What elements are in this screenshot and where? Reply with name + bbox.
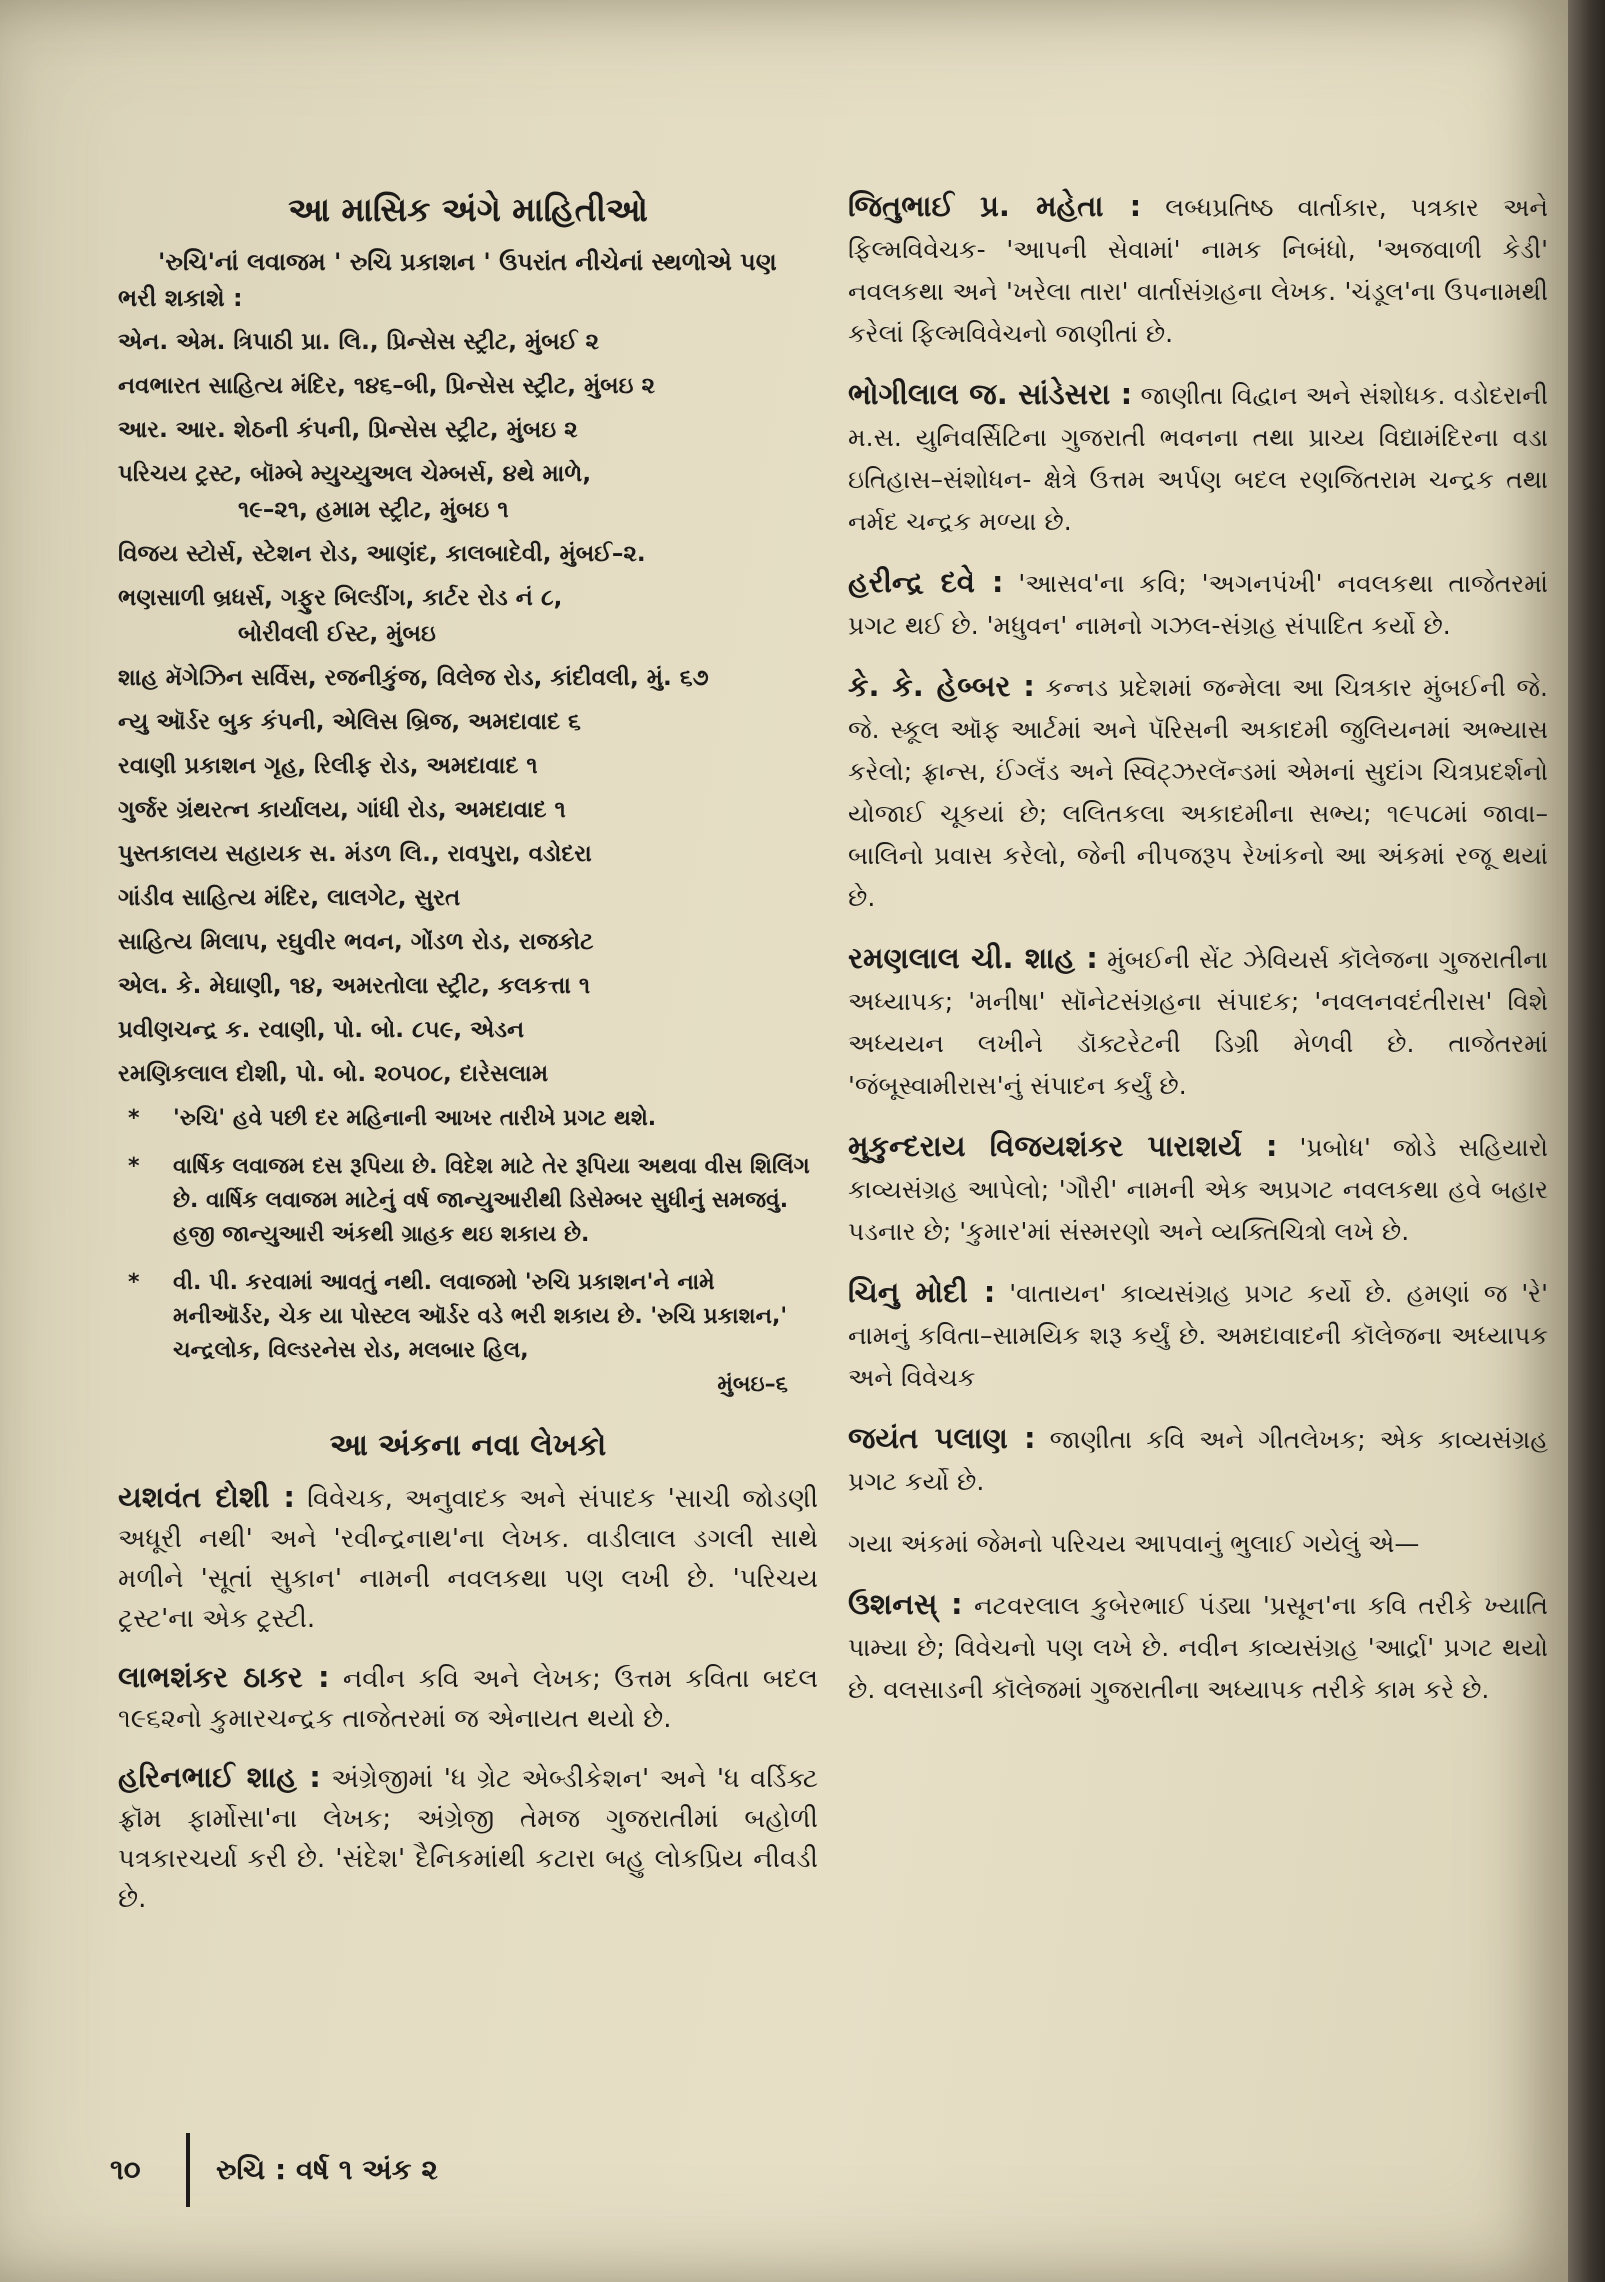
writer-bio: યશવંત દોશી : વિવેચક, અનુવાદક અને સંપાદક 'સાચી જોડણી અધૂરી નથી' અને 'રવીન્દ્રનાથ'ના લેખક. વાડીલાલ ડગલી સાથે મળીને 'સૂતાં સુકાન' નામની નવલકથા પણ લખી છે. 'પરિચય ટ્રસ્ટ'ના એક ટ્રસ્ટી. bbox=[118, 1480, 819, 1634]
writer-name: જયંત પલાણ : bbox=[848, 1421, 1036, 1455]
writer-bio: લાભશંકર ઠાકર : નવીન કવિ અને લેખક; ઉત્તમ કવિતા બદલ ૧૯૬૨નો કુમારચન્દ્રક તાજેતરમાં જ એનાયત થયો છે. bbox=[118, 1660, 818, 1734]
agent-item: ભણસાળી બ્રધર્સ, ગફુર બિલ્ડીંગ, કાર્ટર રોડ નં ૮, બોરીવલી ઈસ્ટ, મુંબઇ bbox=[118, 585, 563, 647]
agent-item: નવભારત સાહિત્ય મંદિર, ૧૪૬–બી, પ્રિન્સેસ સ્ટ્રીટ, મુંબઇ ૨ bbox=[118, 373, 655, 399]
agent-item: સાહિત્ય મિલાપ, રઘુવીર ભવન, ગોંડળ રોડ, રાજકોટ bbox=[118, 929, 594, 955]
footer-divider bbox=[186, 2133, 190, 2207]
writer-name: મુકુન્દરાય વિજયશંકર પારાશર્ય : bbox=[848, 1129, 1278, 1163]
writer-name: ચિનુ મોદી : bbox=[848, 1275, 996, 1309]
right-column bbox=[848, 185, 1548, 1729]
note-item: * વાર્ષિક લવાજમ દસ રૂપિયા છે. વિદેશ માટે તેર રૂપિયા અથવા વીસ શિલિંગ છે. વાર્ષિક લવાજમ માટેનું વર્ષ જાન્યુઆરીથી ડિસેમ્બર સુધીનું સમજવું. હજી જાન્યુઆરી અંકથી ગ્રાહક થઇ શકાય છે. bbox=[118, 1150, 818, 1252]
writer-bio: જયંત પલાણ : જાણીતા કવિ અને ગીતલેખક; એક કાવ્યસંગ્રહ પ્રગટ કર્યો છે. bbox=[848, 1421, 1548, 1496]
writer-bio: જિતુભાઈ પ્ર. મહેતા : લબ્ધપ્રતિષ્ઠ વાર્તાકાર, પત્રકાર અને ફિલ્મવિવેચક- 'આપની સેવામાં' નામક નિબંધો, 'અજવાળી કેડી' નવલકથા અને 'ખરેલા તારા' વાર્તાસંગ્રહના લેખક. 'ચંડૂલ'ના ઉપનામથી કરેલાં ફિલ્મવિવેચનો જાણીતાં છે. bbox=[848, 189, 1549, 348]
writer-bio: ભોગીલાલ જ. સાંડેસરા : જાણીતા વિદ્વાન અને સંશોધક. વડોદરાની મ.સ. યુનિવર્સિટિના ગુજરાતી ભવનના તથા પ્રાચ્ય વિદ્યામંદિરના વડા ઇતિહાસ–સંશોધન- ક્ષેત્રે ઉત્તમ અર્પણ બદલ રણજિતરામ ચન્દ્રક તથા નર્મદ ચન્દ્રક મળ્યા છે. bbox=[848, 377, 1548, 536]
info-heading: આ માસિક અંગે માહિતીઓ bbox=[288, 190, 648, 229]
agent-item: એલ. કે. મેઘાણી, ૧૪, અમરતોલા સ્ટ્રીટ, કલકત્તા ૧ bbox=[118, 973, 591, 999]
page-edge-shadow bbox=[1568, 0, 1605, 2282]
note-item: * 'રુચિ' હવે પછી દર મહિનાની આખર તારીખે પ્રગટ થશે. bbox=[118, 1102, 818, 1136]
left-column bbox=[118, 190, 818, 1937]
agent-item: પ્રવીણચન્દ્ર ક. રવાણી, પો. બો. ૮૫૯, એડન bbox=[118, 1017, 525, 1043]
writer-bio: ઉશનસ્ : નટવરલાલ કુબેરભાઈ પંડ્યા 'પ્રસૂન'ના કવિ તરીકે ખ્યાતિ પામ્યા છે; વિવેચનો પણ લખે છે. નવીન કાવ્યસંગ્રહ 'આર્દ્રા' પ્રગટ થયો છે. વલસાડની કૉલેજમાં ગુજરાતીના અધ્યાપક તરીકે કામ કરે છે. bbox=[848, 1587, 1548, 1704]
notes-list bbox=[118, 1102, 818, 1402]
asterisk-icon: * bbox=[128, 1270, 140, 1295]
writer-name: ઉશનસ્ : bbox=[848, 1587, 963, 1621]
writer-bio: ચિનુ મોદી : 'વાતાયન' કાવ્યસંગ્રહ પ્રગટ કર્યો છે. હમણાં જ 'રે' નામનું કવિતા–સામયિક શરૂ કર્યું છે. અમદાવાદની કૉલેજના અધ્યાપક અને વિવેચક bbox=[848, 1275, 1548, 1392]
agent-item: ગુર્જર ગ્રંથરત્ન કાર્યાલય, ગાંધી રોડ, અમદાવાદ ૧ bbox=[118, 797, 566, 823]
writer-bio: મુકુન્દરાય વિજયશંકર પારાશર્ય : 'પ્રબોધ' જોડે સહિયારો કાવ્યસંગ્રહ આપેલો; 'ગૌરી' નામની એક અપ્રગટ નવલકથા હવે બહાર પડનાર છે; 'કુમાર'માં સંસ્મરણો અને વ્યક્તિચિત્રો લખે છે. bbox=[848, 1129, 1548, 1246]
agent-item: વિજય સ્ટોર્સ, સ્ટેશન રોડ, આણંદ, કાલબાદેવી, મુંબઈ–૨. bbox=[118, 541, 646, 567]
agent-item: ગાંડીવ સાહિત્ય મંદિર, લાલગેટ, સુરત bbox=[118, 885, 461, 911]
omission-note: ગયા અંકમાં જેમનો પરિચય આપવાનું ભુલાઈ ગયેલું એ— bbox=[848, 1529, 1420, 1558]
writers-heading: આ અંકના નવા લેખકો bbox=[329, 1428, 607, 1463]
asterisk-icon: * bbox=[128, 1106, 140, 1131]
writer-name: યશવંત દોશી : bbox=[118, 1480, 296, 1514]
writer-bio: કે. કે. હેબ્બર : કન્નડ પ્રદેશમાં જન્મેલા આ ચિત્રકાર મુંબઈની જે. જે. સ્કૂલ ઑફ આર્ટમાં અને પૅરિસની અકાદમી જુલિયનમાં અભ્યાસ કરેલો; ફ્રાન્સ, ઈંગ્લૅંડ અને સ્વિટ્ઝરલૅન્ડમાં એમનાં સુદાંગ ચિત્રપ્રદર્શનો યોજાઈ ચૂકયાં છે; લલિતકલા અકાદમીના સભ્ય; ૧૯૫૮માં જાવા–બાલિનો પ્રવાસ કરેલો, જેની નીપજરૂપ રેખાંકનો આ અંકમાં રજૂ થયાં છે. bbox=[848, 669, 1548, 912]
agent-list bbox=[118, 324, 818, 1092]
writer-bio: રમણલાલ ચી. શાહ : મુંબઈની સેંટ ઝેવિયર્સ કૉલેજના ગુજરાતીના અધ્યાપક; 'મનીષા' સૉનેટસંગ્રહના સંપાદક; 'નવલનવદંતીરાસ' વિશે અધ્યયન લખીને ડૉક્ટરેટની ડિગ્રી મેળવી છે. તાજેતરમાં 'જંબૂસ્વામીરાસ'નું સંપાદન કર્યું છે. bbox=[848, 941, 1548, 1100]
agent-item: આર. આર. શેઠની કંપની, પ્રિન્સેસ સ્ટ્રીટ, મુંબઇ ૨ bbox=[118, 417, 578, 443]
writer-name: હરિનભાઈ શાહ : bbox=[118, 1760, 321, 1794]
asterisk-icon: * bbox=[128, 1154, 140, 1179]
writer-name: રમણલાલ ચી. શાહ : bbox=[848, 941, 1098, 975]
info-intro: 'રુચિ'નાં લવાજમ ' રુચિ પ્રકાશન ' ઉપરાંત નીચેનાં સ્થળોએ પણ ભરી શકાશે : bbox=[118, 248, 777, 312]
writer-name: લાભશંકર ઠાકર : bbox=[118, 1660, 330, 1694]
writer-bio: હરીન્દ્ર દવે : 'આસવ'ના કવિ; 'અગનપંખી' નવલકથા તાજેતરમાં પ્રગટ થઈ છે. 'મધુવન' નામનો ગઝલ-સંગ્રહ સંપાદિત કર્યો છે. bbox=[848, 565, 1548, 640]
note-item: * વી. પી. કરવામાં આવતું નથી. લવાજમો 'રુચિ પ્રકાશન'ને નામે મનીઑર્ડર, ચેક યા પોસ્ટલ ઑર્ડર વડે ભરી શકાય છે. 'રુચિ પ્રકાશન,' ચન્દ્રલોક, વિલ્ડરનેસ રોડ, મલબાર હિલ, મુંબઇ–૬ bbox=[118, 1266, 818, 1402]
issue-label: રુચિ : વર્ષ ૧ અંક ૨ bbox=[216, 2153, 438, 2186]
agent-item: પુસ્તકાલય સહાયક સ. મંડળ લિ., રાવપુરા, વડોદરા bbox=[118, 841, 592, 867]
agent-item: પરિચય ટ્રસ્ટ, બૉમ્બે મ્યુચ્યુઅલ ચેમ્બર્સ, ૪થે માળે, ૧૯–૨૧, હમામ સ્ટ્રીટ, મુંબઇ ૧ bbox=[118, 461, 592, 523]
writer-name: જિતુભાઈ પ્ર. મહેતા : bbox=[848, 189, 1142, 223]
writer-name: હરીન્દ્ર દવે : bbox=[848, 565, 1004, 599]
agent-item: ન્યુ ઑર્ડર બુક કંપની, એલિસ બ્રિજ, અમદાવાદ ૬ bbox=[118, 709, 581, 735]
writer-name: કે. કે. હેબ્બર : bbox=[848, 669, 1035, 703]
writer-name: ભોગીલાલ જ. સાંડેસરા : bbox=[848, 377, 1133, 411]
agent-item: રવાણી પ્રકાશન ગૃહ, રિલીફ રોડ, અમદાવાદ ૧ bbox=[118, 753, 538, 779]
agent-item: શાહ મૅગેઝિન સર્વિસ, રજનીકુંજ, વિલેજ રોડ, કાંદીવલી, મું. ૬૭ bbox=[118, 665, 709, 691]
page-number: ૧૦ bbox=[110, 2153, 141, 2186]
page-footer bbox=[110, 2140, 438, 2200]
writer-bio: હરિનભાઈ શાહ : અંગ્રેજીમાં 'ધ ગ્રેટ એબ્ડીકેશન' અને 'ધ વર્ડિક્ટ ફ્રૉમ ફાર્મોસા'ના લેખક; અંગ્રેજી તેમજ ગુજરાતીમાં બહોળી પત્રકારચર્યા કરી છે. 'સંદેશ' દૈનિકમાંથી કટારા બહુ લોકપ્રિય નીવડી છે. bbox=[118, 1760, 818, 1914]
agent-item: રમણિકલાલ દોશી, પો. બો. ૨૦૫૦૮, દારેસલામ bbox=[118, 1061, 549, 1087]
agent-item: એન. એમ. ત્રિપાઠી પ્રા. લિ., પ્રિન્સેસ સ્ટ્રીટ, મુંબઈ ૨ bbox=[118, 329, 600, 355]
